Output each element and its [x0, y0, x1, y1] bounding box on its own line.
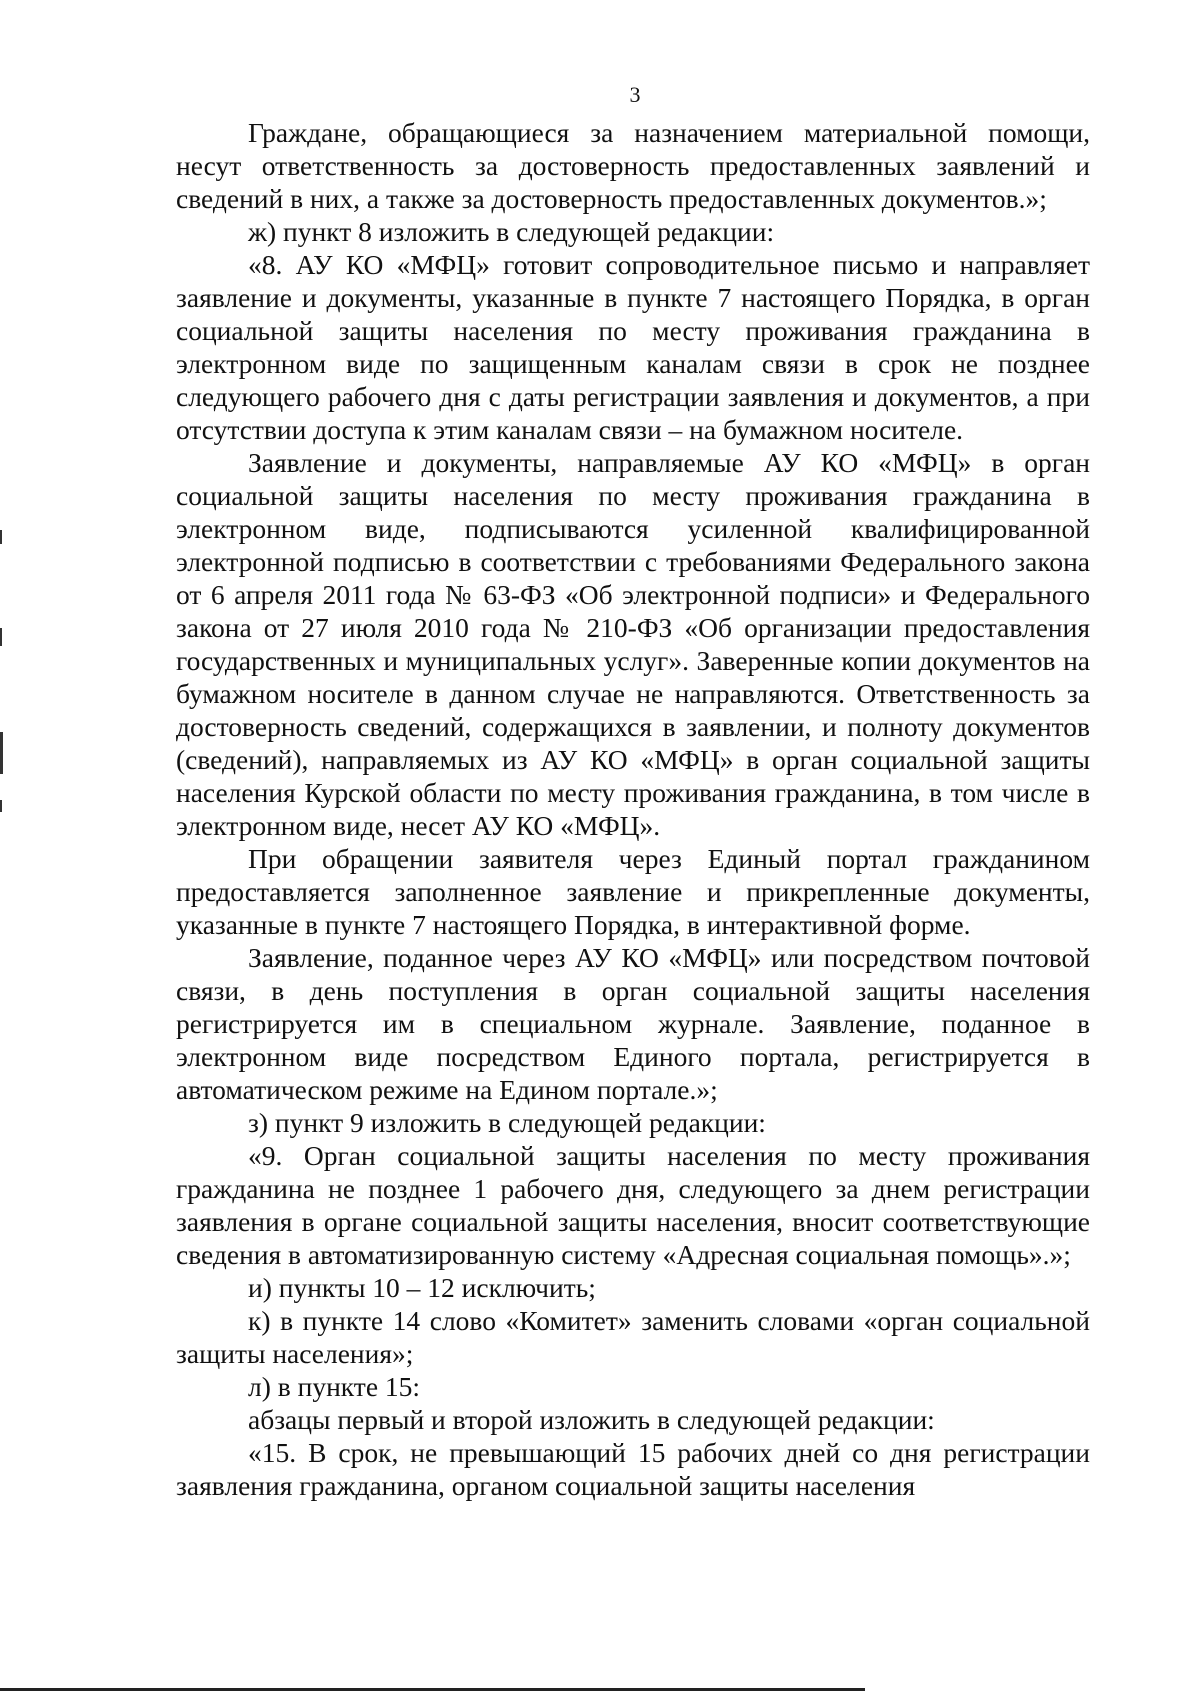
paragraph-item-l: л) в пункте 15:	[248, 1371, 421, 1402]
document-body	[176, 116, 1090, 1502]
paragraph-responsibility: Граждане, обращающиеся за назначением материальной помощи, несут ответственность за достоверность предоставленных заявлений и сведений в них, а также за достоверность предоставленных документов.»;	[176, 117, 1090, 214]
paragraph-point-9: «9. Орган социальной защиты населения по месту проживания гражданина не позднее 1 рабочего дня, следующего за днем регистрации заявления в органе социальной защиты населения, вносит соответствующие сведения в автоматизированную систему «Адресная социальная помощь».»;	[176, 1140, 1090, 1270]
paragraph-item-k: к) в пункте 14 слово «Комитет» заменить словами «орган социальной защиты населения»;	[176, 1305, 1090, 1369]
page-number: 3	[629, 82, 641, 107]
paragraph-registration: Заявление, поданное через АУ КО «МФЦ» или посредством почтовой связи, в день поступления в орган социальной защиты населения регистрируется им в специальном журнале. Заявление, поданное в электронном виде посредством Единого портала, регистрируется в автоматическом режиме на Едином портале.»;	[176, 942, 1090, 1105]
paragraph-item-zh: ж) пункт 8 изложить в следующей редакции:	[248, 216, 775, 247]
scan-bottom-edge	[0, 1688, 865, 1691]
paragraph-item-i: и) пункты 10 – 12 исключить;	[248, 1272, 596, 1303]
scan-edge-mark	[0, 628, 2, 646]
paragraph-electronic-signature: Заявление и документы, направляемые АУ КО «МФЦ» в орган социальной защиты населения по месту проживания гражданина в электронном виде, подписываются усиленной квалифицированной электронной подписью в соответствии с требованиями Федерального закона от 6 апреля 2011 года № 63-ФЗ «Об электронной подписи» и Федерального закона от 27 июля 2010 года № 210-ФЗ «Об организации предоставления государственных и муниципальных услуг». Заверенные копии документов на бумажном носителе в данном случае не направляются. Ответственность за достоверность сведений, содержащихся в заявлении, и полноту документов (сведений), направляемых из АУ КО «МФЦ» в орган социальной защиты населения Курской области по месту проживания гражданина, в том числе в электронном виде, несет АУ КО «МФЦ».	[176, 447, 1090, 841]
scan-edge-mark	[0, 800, 2, 812]
scan-edge-mark	[0, 732, 3, 774]
paragraph-abzacy: абзацы первый и второй изложить в следующей редакции:	[248, 1404, 935, 1435]
paragraph-item-z: з) пункт 9 изложить в следующей редакции:	[248, 1107, 766, 1138]
paragraph-unified-portal: При обращении заявителя через Единый портал гражданином предоставляется заполненное заявление и прикрепленные документы, указанные в пункте 7 настоящего Порядка, в интерактивной форме.	[176, 843, 1090, 940]
paragraph-point-15: «15. В срок, не превышающий 15 рабочих дней со дня регистрации заявления гражданина, органом социальной защиты населения	[176, 1437, 1090, 1501]
paragraph-point-8: «8. АУ КО «МФЦ» готовит сопроводительное письмо и направляет заявление и документы, указанные в пункте 7 настоящего Порядка, в орган социальной защиты населения по месту проживания гражданина в электронном виде по защищенным каналам связи в срок не позднее следующего рабочего дня с даты регистрации заявления и документов, а при отсутствии доступа к этим каналам связи – на бумажном носителе.	[176, 249, 1090, 445]
scan-edge-mark	[0, 530, 2, 544]
